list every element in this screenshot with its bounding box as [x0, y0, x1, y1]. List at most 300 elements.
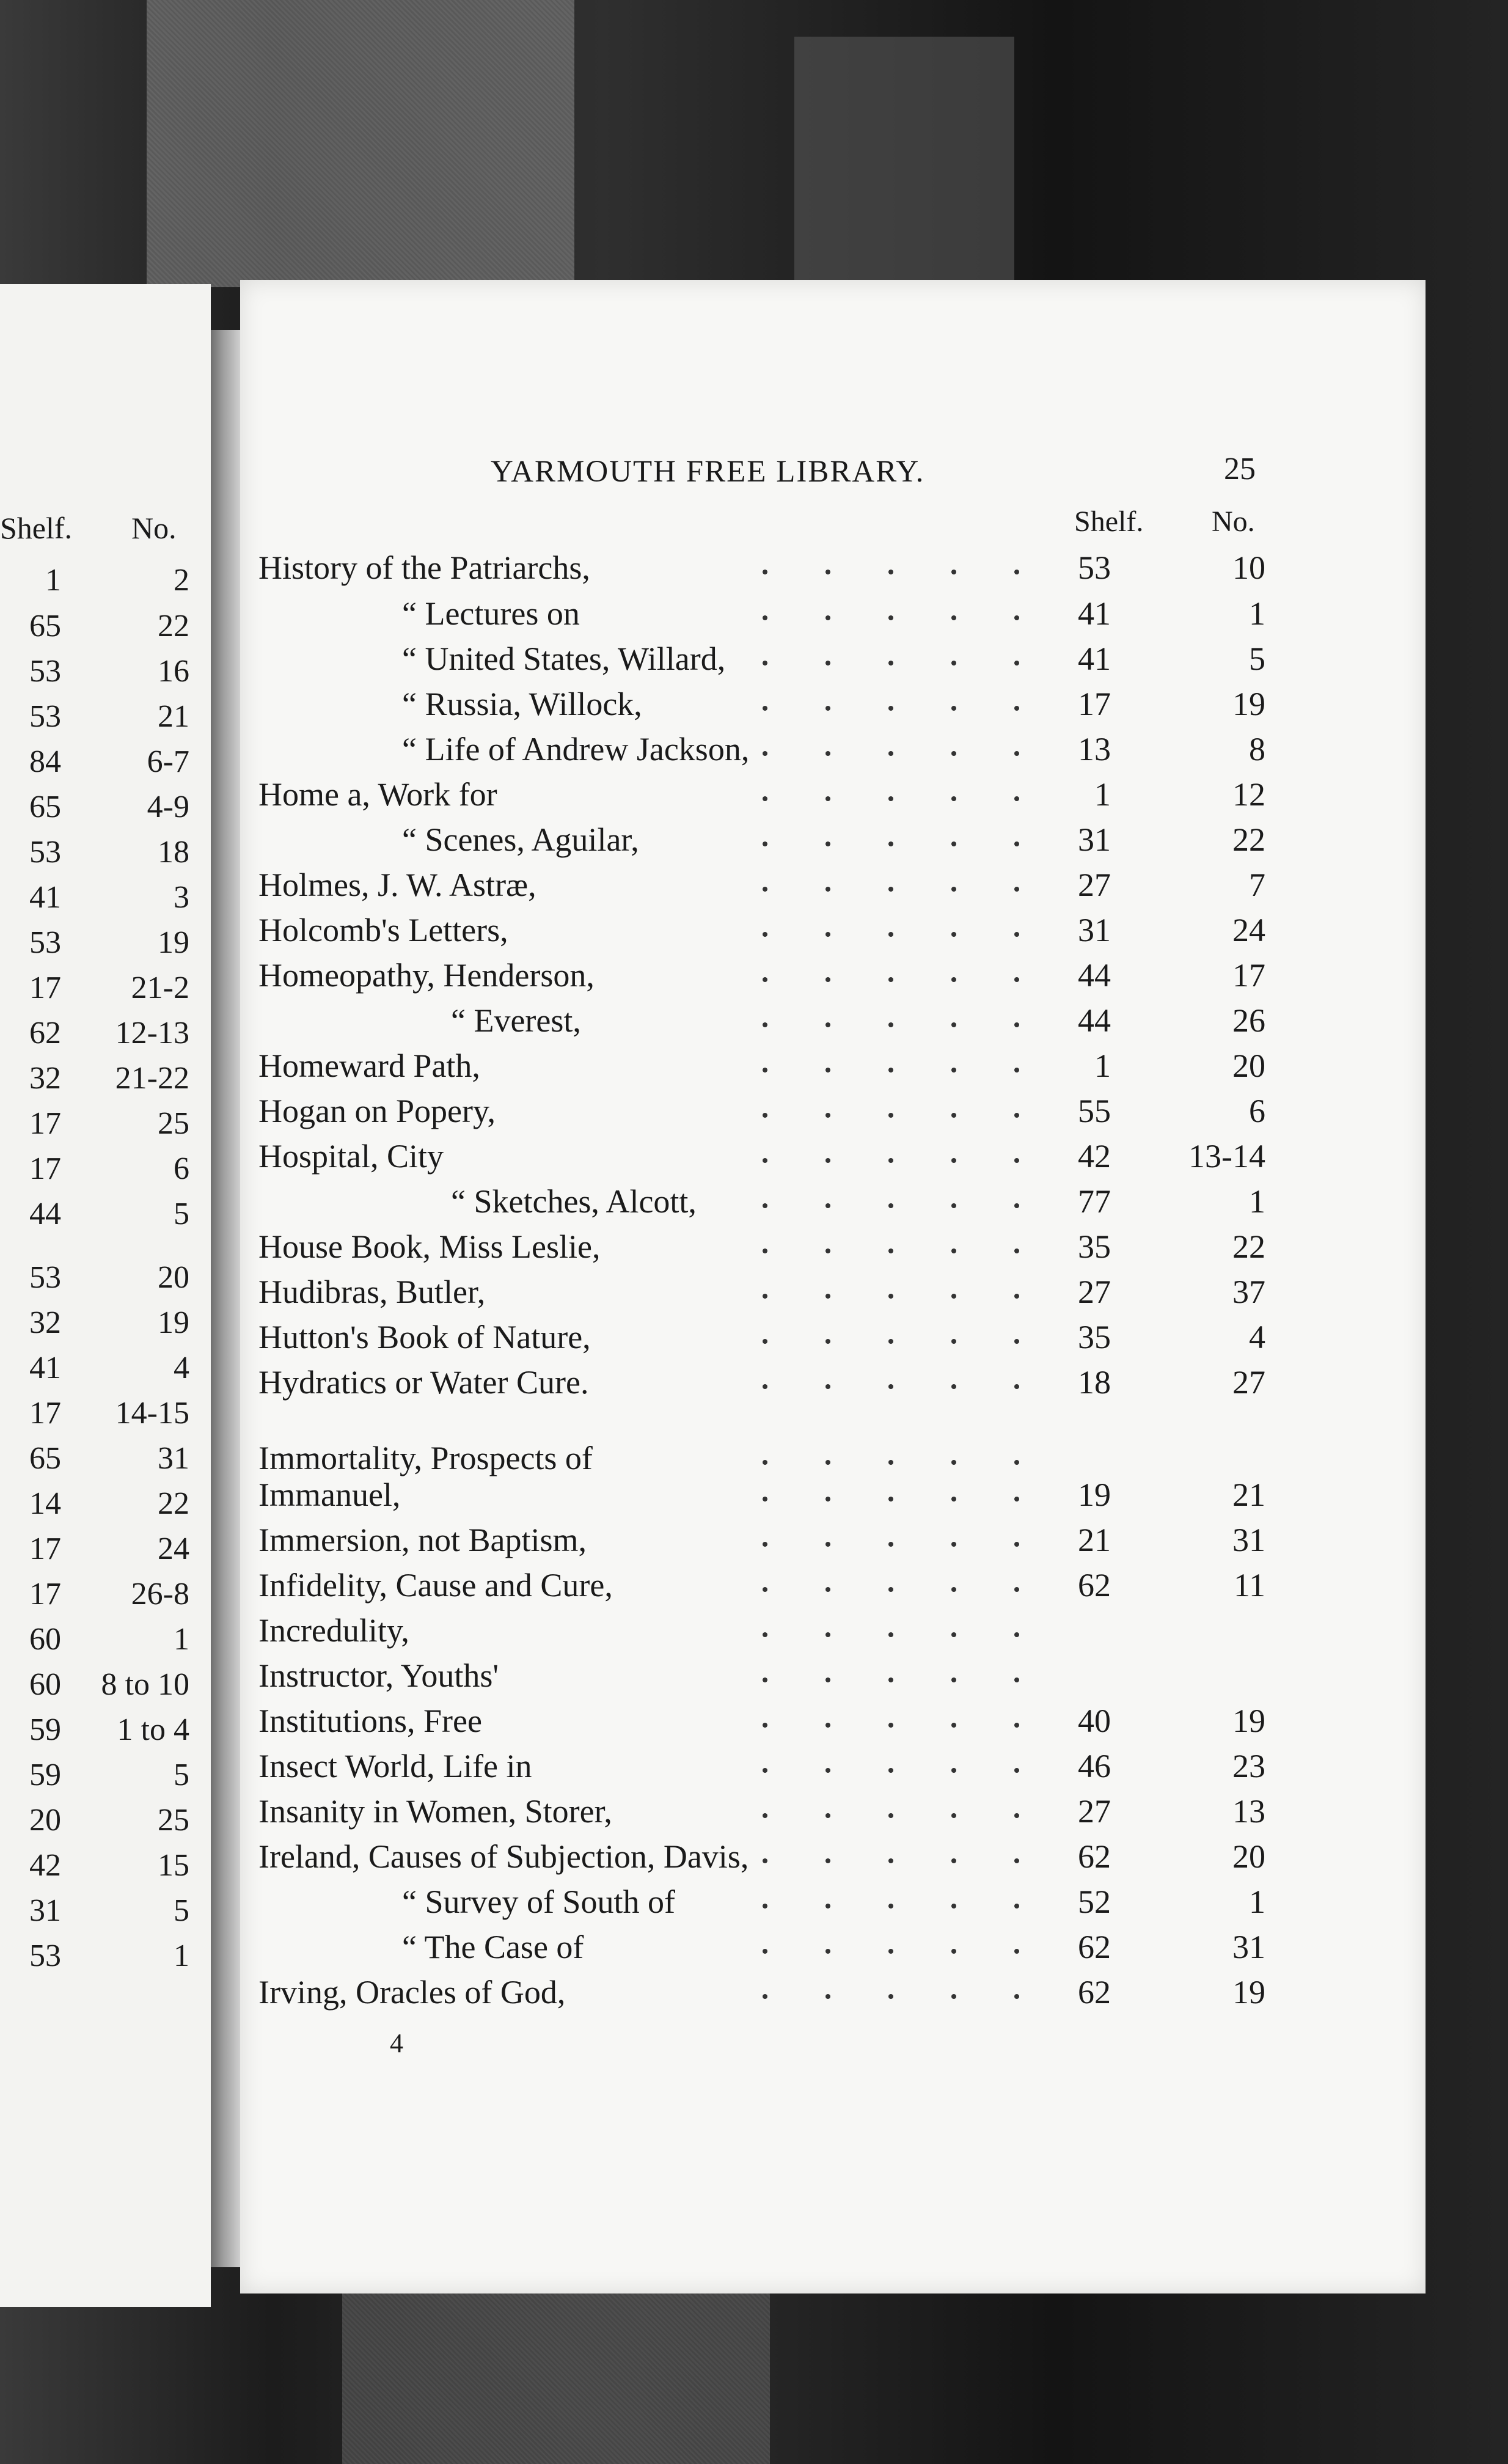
leader-dot [951, 1158, 956, 1163]
left-no-value: 5 [174, 1893, 189, 1928]
catalog-entry [240, 1566, 1426, 1612]
left-shelf-value: 53 [29, 654, 61, 689]
leader-dot [763, 1158, 767, 1163]
entry-title: “ Survey of South of [402, 1883, 675, 1920]
left-shelf-value: 17 [29, 1577, 61, 1612]
left-no-value: 4-9 [147, 790, 189, 824]
leader-dot [763, 706, 767, 711]
entry-title: History of the Patriarchs, [258, 549, 590, 586]
leader-dot [1014, 1632, 1019, 1637]
leader-dot [888, 570, 893, 574]
leader-dot [825, 887, 830, 892]
leader-dot [1014, 1497, 1019, 1502]
left-list-row [0, 1440, 211, 1486]
number-value: 4 [1249, 1319, 1265, 1355]
leader-dot [951, 1384, 956, 1389]
leader-dots [763, 1838, 1019, 1863]
entry-title: Instructor, Youths' [258, 1657, 499, 1694]
left-shelf-value: 53 [29, 699, 61, 734]
leader-dot [1014, 1768, 1019, 1773]
entry-title: Home a, Work for [258, 776, 497, 813]
leader-dot [951, 661, 956, 666]
entry-title: Insect World, Life in [258, 1748, 532, 1784]
leader-dot [763, 615, 767, 620]
leader-dot [825, 1158, 830, 1163]
leader-dot [888, 1384, 893, 1389]
leader-dot [951, 615, 956, 620]
shelf-value: 27 [1078, 1793, 1111, 1830]
left-no-value: 1 [174, 1938, 189, 1973]
entry-title: Hudibras, Butler, [258, 1274, 486, 1310]
left-no-value: 8 to 10 [101, 1667, 189, 1702]
leader-dot [825, 1994, 830, 1999]
left-no-value: 6 [174, 1151, 189, 1186]
leader-dot [763, 1858, 767, 1863]
leader-dot [888, 842, 893, 846]
shelf-value: 40 [1078, 1703, 1111, 1739]
shelf-value: 77 [1078, 1183, 1111, 1220]
leader-dot [1014, 1068, 1019, 1072]
entry-title: Homeopathy, Henderson, [258, 957, 595, 994]
shelf-value: 21 [1078, 1522, 1111, 1558]
leader-dot [888, 977, 893, 982]
shelf-value: 44 [1078, 957, 1111, 994]
leader-dot [763, 1542, 767, 1547]
leader-dots [763, 549, 1019, 574]
catalog-entry [240, 1973, 1426, 2019]
page-number: 25 [1224, 452, 1256, 486]
left-no-value: 21-22 [115, 1061, 189, 1096]
left-shelf-value: 17 [29, 1396, 61, 1431]
entry-title: Immersion, not Baptism, [258, 1522, 587, 1558]
leader-dot [888, 1723, 893, 1728]
entry-title: “ Life of Andrew Jackson, [402, 731, 750, 768]
leader-dot [1014, 1022, 1019, 1027]
entry-title: Immortality, Prospects of [258, 1440, 593, 1476]
leader-dot [1014, 1542, 1019, 1547]
catalog-entry [240, 1047, 1426, 1092]
leader-dot [888, 1949, 893, 1954]
entry-title: Hospital, City [258, 1138, 444, 1175]
leader-dot [763, 1768, 767, 1773]
number-value: 12 [1232, 776, 1265, 813]
leader-dot [1014, 977, 1019, 982]
leader-dots [763, 1702, 1019, 1728]
left-list-row [0, 698, 211, 744]
leader-dot [825, 1294, 830, 1299]
shelf-value: 27 [1078, 867, 1111, 903]
shelf-value: 41 [1078, 640, 1111, 677]
entry-title: “ Russia, Willock, [402, 686, 642, 722]
left-list-row [0, 1893, 211, 1938]
leader-dot [1014, 1294, 1019, 1299]
catalog-entry [240, 776, 1426, 821]
leader-dots [763, 1363, 1019, 1389]
shelf-value: 46 [1078, 1748, 1111, 1784]
leader-dots [763, 1318, 1019, 1344]
shelf-value: 17 [1078, 686, 1111, 722]
leader-dots [763, 911, 1019, 937]
left-shelf-value: 32 [29, 1305, 61, 1340]
leader-dot [825, 1813, 830, 1818]
leader-dot [951, 1113, 956, 1118]
left-list-row [0, 1395, 211, 1440]
catalog-entry [240, 1657, 1426, 1702]
left-shelf-value: 60 [29, 1667, 61, 1702]
leader-dot [1014, 796, 1019, 801]
leader-dot [763, 1813, 767, 1818]
number-value: 11 [1234, 1567, 1265, 1604]
leader-dot [825, 661, 830, 666]
leader-dots [763, 595, 1019, 620]
shelf-value: 62 [1078, 1929, 1111, 1965]
left-shelf-value: 17 [29, 970, 61, 1005]
left-list-row [0, 1847, 211, 1893]
leader-dot [763, 1497, 767, 1502]
left-no-value: 25 [158, 1106, 189, 1141]
catalog-entry [240, 685, 1426, 730]
leader-dot [825, 615, 830, 620]
leader-dot [951, 1022, 956, 1027]
number-value: 31 [1232, 1522, 1265, 1558]
leader-dot [763, 661, 767, 666]
shelf-value: 53 [1078, 549, 1111, 586]
left-col-shelf-header: Shelf. [0, 511, 73, 545]
leader-dot [951, 977, 956, 982]
left-no-value: 26-8 [131, 1577, 189, 1612]
leader-dots [763, 1002, 1019, 1027]
left-list-row [0, 925, 211, 970]
leader-dots [763, 640, 1019, 666]
leader-dot [1014, 1460, 1019, 1465]
leader-dot [888, 1248, 893, 1253]
catalog-entry [240, 1182, 1426, 1228]
number-value: 13 [1232, 1793, 1265, 1830]
leader-dot [951, 706, 956, 711]
shelf-value: 31 [1078, 821, 1111, 858]
leader-dot [1014, 615, 1019, 620]
backdrop-cloth [794, 37, 1014, 281]
number-value: 23 [1232, 1748, 1265, 1784]
leader-dot [951, 1949, 956, 1954]
left-shelf-value: 1 [45, 563, 61, 598]
leader-dot [888, 932, 893, 937]
catalog-entry [240, 1612, 1426, 1657]
left-no-value: 5 [174, 1758, 189, 1792]
leader-dot [888, 1022, 893, 1027]
col-no-header: No. [1212, 505, 1255, 538]
leader-dot [1014, 1813, 1019, 1818]
page-gutter [211, 330, 240, 2267]
left-no-value: 3 [174, 880, 189, 915]
number-value: 19 [1232, 1703, 1265, 1739]
leader-dot [1014, 842, 1019, 846]
left-list-row [0, 1621, 211, 1667]
shelf-value: 31 [1078, 912, 1111, 948]
left-no-value: 16 [158, 654, 189, 689]
leader-dot [825, 1949, 830, 1954]
number-value: 27 [1232, 1364, 1265, 1401]
shelf-value: 27 [1078, 1274, 1111, 1310]
previous-page [0, 284, 211, 2307]
left-shelf-value: 17 [29, 1531, 61, 1566]
left-list-row [0, 744, 211, 789]
left-shelf-value: 31 [29, 1893, 61, 1928]
leader-dot [825, 1022, 830, 1027]
left-list-row [0, 1015, 211, 1060]
leader-dot [825, 1384, 830, 1389]
shelf-value: 35 [1078, 1228, 1111, 1265]
leader-dots [763, 821, 1019, 846]
number-value: 20 [1232, 1838, 1265, 1875]
leader-dot [888, 1068, 893, 1072]
left-shelf-value: 17 [29, 1106, 61, 1141]
shelf-value: 52 [1078, 1883, 1111, 1920]
left-shelf-value: 53 [29, 1938, 61, 1973]
catalog-page [240, 280, 1426, 2294]
left-no-value: 15 [158, 1848, 189, 1883]
leader-dot [825, 1768, 830, 1773]
leader-dot [888, 1542, 893, 1547]
entry-title: Hydratics or Water Cure. [258, 1364, 589, 1401]
leader-dot [1014, 1587, 1019, 1592]
left-shelf-value: 17 [29, 1151, 61, 1186]
leader-dot [763, 1587, 767, 1592]
entry-title: Hutton's Book of Nature, [258, 1319, 591, 1355]
left-list-row [0, 1802, 211, 1847]
shelf-value: 13 [1078, 731, 1111, 768]
left-list-row [0, 1531, 211, 1576]
entry-title: “ Scenes, Aguilar, [402, 821, 639, 858]
leader-dot [888, 1813, 893, 1818]
col-shelf-header: Shelf. [1074, 505, 1144, 538]
leader-dot [763, 1460, 767, 1465]
shelf-value: 55 [1078, 1093, 1111, 1129]
leader-dot [763, 570, 767, 574]
left-list-row [0, 1106, 211, 1151]
leader-dot [763, 751, 767, 756]
leader-dot [825, 751, 830, 756]
entry-title: Holcomb's Letters, [258, 912, 508, 948]
leader-dots [763, 1928, 1019, 1954]
left-no-value: 1 [174, 1622, 189, 1657]
catalog-entry [240, 640, 1426, 685]
leader-dot [951, 1632, 956, 1637]
leader-dot [825, 1460, 830, 1465]
leader-dot [825, 1858, 830, 1863]
shelf-value: 18 [1078, 1364, 1111, 1401]
number-value: 19 [1232, 686, 1265, 722]
leader-dot [888, 615, 893, 620]
catalog-entry [240, 1747, 1426, 1792]
leader-dot [888, 796, 893, 801]
left-shelf-value: 65 [29, 609, 61, 644]
leader-dot [951, 1723, 956, 1728]
leader-dots [763, 1273, 1019, 1299]
catalog-entry [240, 1092, 1426, 1137]
leader-dot [951, 570, 956, 574]
leader-dot [951, 1678, 956, 1682]
leader-dot [888, 1294, 893, 1299]
left-list-row [0, 1060, 211, 1106]
left-list-row [0, 1667, 211, 1712]
page-title: YARMOUTH FREE LIBRARY. [491, 455, 925, 489]
catalog-entry [240, 1002, 1426, 1047]
left-list-row [0, 1576, 211, 1621]
leader-dots [763, 730, 1019, 756]
entry-title: “ Sketches, Alcott, [451, 1183, 697, 1220]
leader-dot [1014, 887, 1019, 892]
leader-dots [763, 1137, 1019, 1163]
catalog-entry [240, 1792, 1426, 1838]
left-shelf-value: 42 [29, 1848, 61, 1883]
leader-dot [888, 1203, 893, 1208]
catalog-entry [240, 549, 1426, 594]
left-list-row [0, 970, 211, 1015]
shelf-value: 44 [1078, 1002, 1111, 1039]
left-col-no-header: No. [131, 511, 177, 545]
left-list-row [0, 1305, 211, 1350]
leader-dot [825, 1904, 830, 1909]
leader-dot [951, 1497, 956, 1502]
left-list-row [0, 1196, 211, 1241]
catalog-entry [240, 1318, 1426, 1363]
catalog-entry [240, 1476, 1426, 1521]
leader-dot [763, 1949, 767, 1954]
entry-title: Holmes, J. W. Astræ, [258, 867, 536, 903]
leader-dot [888, 1904, 893, 1909]
left-shelf-value: 41 [29, 1351, 61, 1385]
leader-dot [951, 1248, 956, 1253]
leader-dot [825, 1587, 830, 1592]
number-value: 1 [1249, 1183, 1265, 1220]
leader-dot [888, 1113, 893, 1118]
left-shelf-value: 62 [29, 1016, 61, 1050]
left-shelf-value: 41 [29, 880, 61, 915]
leader-dot [888, 1994, 893, 1999]
left-list-row [0, 789, 211, 834]
shelf-value: 41 [1078, 595, 1111, 632]
leader-dot [825, 1723, 830, 1728]
leader-dot [1014, 706, 1019, 711]
leader-dot [951, 1203, 956, 1208]
number-value: 1 [1249, 1883, 1265, 1920]
catalog-entry [240, 595, 1426, 640]
leader-dot [825, 842, 830, 846]
number-value: 1 [1249, 595, 1265, 632]
leader-dot [1014, 1949, 1019, 1954]
leader-dot [1014, 932, 1019, 937]
leader-dot [825, 1542, 830, 1547]
leader-dot [1014, 1203, 1019, 1208]
leader-dot [763, 1339, 767, 1344]
left-list-row [0, 879, 211, 925]
entry-title: Immanuel, [258, 1476, 401, 1513]
left-list-row [0, 1938, 211, 1983]
shelf-value: 35 [1078, 1319, 1111, 1355]
leader-dots [763, 1092, 1019, 1118]
catalog-entry [240, 1363, 1426, 1409]
catalog-entry [240, 1228, 1426, 1273]
leader-dot [825, 1248, 830, 1253]
left-no-value: 14-15 [115, 1396, 189, 1431]
leader-dot [888, 1632, 893, 1637]
leader-dot [951, 1858, 956, 1863]
leader-dot [825, 1632, 830, 1637]
leader-dot [951, 1542, 956, 1547]
leader-dots [763, 1182, 1019, 1208]
catalog-entry [240, 866, 1426, 911]
leader-dot [763, 1723, 767, 1728]
leader-dot [1014, 1158, 1019, 1163]
catalog-entry [240, 1838, 1426, 1883]
leader-dot [1014, 1384, 1019, 1389]
number-value: 5 [1249, 640, 1265, 677]
leader-dot [763, 1994, 767, 1999]
number-value: 6 [1249, 1093, 1265, 1129]
left-no-value: 21-2 [131, 970, 189, 1005]
leader-dot [1014, 1723, 1019, 1728]
backdrop-cloth [342, 2273, 770, 2464]
catalog-entry [240, 1273, 1426, 1318]
leader-dot [951, 751, 956, 756]
left-list-row [0, 1151, 211, 1196]
number-value: 21 [1232, 1476, 1265, 1513]
left-list-row [0, 1712, 211, 1757]
number-value: 31 [1232, 1929, 1265, 1965]
catalog-entry [240, 730, 1426, 776]
leader-dot [825, 1339, 830, 1344]
leader-dot [951, 887, 956, 892]
left-no-value: 24 [158, 1531, 189, 1566]
left-no-value: 31 [158, 1441, 189, 1476]
leader-dot [763, 1248, 767, 1253]
leader-dots [763, 1657, 1019, 1682]
left-no-value: 22 [158, 609, 189, 644]
leader-dot [763, 1113, 767, 1118]
leader-dot [763, 842, 767, 846]
leader-dot [1014, 570, 1019, 574]
number-value: 19 [1232, 1974, 1265, 2011]
leader-dot [1014, 751, 1019, 756]
entry-title: Insanity in Women, Storer, [258, 1793, 612, 1830]
catalog-entry [240, 821, 1426, 866]
entry-title: “ The Case of [402, 1929, 584, 1965]
leader-dot [888, 1678, 893, 1682]
entry-title: Irving, Oracles of God, [258, 1974, 566, 2011]
catalog-entry [240, 1521, 1426, 1566]
leader-dot [825, 1113, 830, 1118]
leader-dot [1014, 1678, 1019, 1682]
leader-dot [951, 1339, 956, 1344]
leader-dot [763, 977, 767, 982]
left-shelf-value: 59 [29, 1712, 61, 1747]
number-value: 10 [1232, 549, 1265, 586]
left-shelf-value: 53 [29, 1260, 61, 1295]
number-value: 22 [1232, 1228, 1265, 1265]
shelf-value: 42 [1078, 1138, 1111, 1175]
backdrop-cloth [147, 0, 574, 287]
entry-title: “ United States, Willard, [402, 640, 726, 677]
leader-dots [763, 685, 1019, 711]
leader-dot [888, 1460, 893, 1465]
leader-dot [1014, 1904, 1019, 1909]
catalog-entry [240, 911, 1426, 956]
catalog-entry [240, 1702, 1426, 1747]
entry-title: “ Everest, [451, 1002, 581, 1039]
leader-dots [763, 1439, 1019, 1465]
leader-dot [763, 1068, 767, 1072]
